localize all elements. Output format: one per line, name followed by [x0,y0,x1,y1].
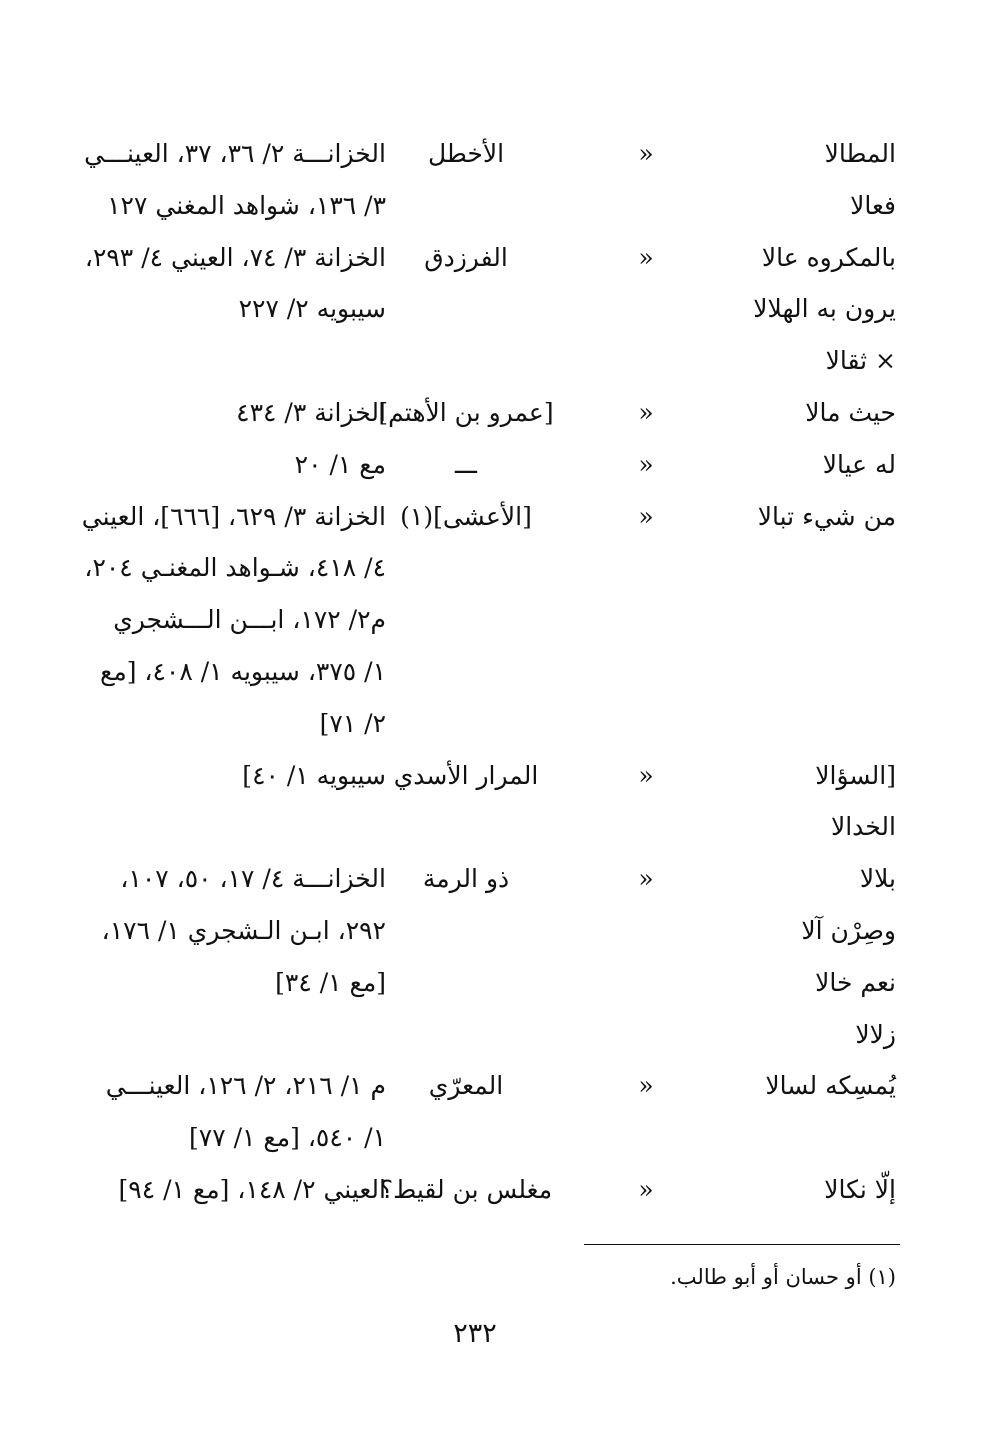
source-reference: الخزانة ٣/ ٧٤، العيني ٤/ ٢٩٣، [84,242,386,272]
table-row [46,594,896,646]
table-row [46,439,896,491]
poet-name: المرار الأسدي [393,760,539,790]
table-row [46,957,896,1009]
source-reference: الخزانـــة ٢/ ٣٦، ٣٧، العينـــي [84,139,386,168]
source-reference: سيبويه ٢/ ٢٢٧ [238,294,386,324]
poet-name: ذو الرمة [422,864,510,894]
verse-index-table [46,128,896,1216]
ditto-mark: « [638,760,654,790]
verse-rhyme: بلالا [859,864,896,894]
verse-rhyme: نعم خالا [815,967,896,997]
table-row [46,1009,896,1061]
table-row [46,128,896,180]
poet-name: الفرزدق [424,242,508,272]
table-row [46,905,896,957]
verse-rhyme: زلالا [855,1019,896,1049]
verse-rhyme: فعالا [850,190,896,220]
verse-rhyme: [السؤالا [815,760,896,790]
verse-rhyme: له عيالا [822,449,896,479]
footnote: (١) أو حسان أو أبو طالب. [670,1265,896,1289]
verse-rhyme: يرون به الهلالا [753,294,896,324]
verse-rhyme: المطالا [824,139,896,168]
verse-rhyme: بالمكروه عالا [761,242,896,272]
source-reference: الخزانة ٣/ ٤٣٤ [236,397,386,427]
poet-name: [عمرو بن الأهتم] [378,397,554,427]
source-reference: ٢٩٢، ابـن الـشجري ١/ ١٧٦، [101,915,386,945]
table-row [46,853,896,905]
verse-rhyme: من شيء تبالا [757,501,896,531]
table-row [46,542,896,594]
poet-name: المعرّي [428,1071,504,1101]
table-row [46,698,896,750]
verse-rhyme: إلّا نكالا [824,1174,896,1204]
source-reference: العيني ٢/ ١٤٨، [مع ١/ ٩٤] [118,1174,386,1204]
table-row [46,335,896,387]
source-reference: الخزانـــة ٤/ ١٧، ٥٠، ١٠٧، [120,864,386,894]
table-row [46,283,896,335]
source-reference: م٢/ ١٧٢، ابـــن الـــشجري [113,605,386,635]
ditto-mark: « [638,397,654,427]
poet-name: الأخطل [427,139,505,168]
verse-rhyme: يُمسِكه لسالا [765,1071,896,1101]
table-row [46,180,896,232]
table-row [46,801,896,853]
verse-rhyme: حيث مالا [805,397,896,427]
source-reference: ١/ ٥٤٠، [مع ١/ ٧٧] [189,1123,386,1153]
footnote-divider [584,1244,900,1245]
table-row [46,491,896,543]
poet-name: [الأعشى](١) [400,501,532,531]
verse-rhyme: وصِرْن آلا [801,915,896,945]
ditto-mark: « [638,501,654,531]
page-number: ٢٣٢ [453,1318,497,1349]
source-reference: ٤/ ٤١٨، شـواهد المغنـي ٢٠٤، [84,553,386,583]
poet-name: ـــ [455,449,477,479]
ditto-mark: « [638,1174,654,1204]
ditto-mark: « [638,1071,654,1101]
poet-name: مغلس بن لقيط؟ [379,1174,553,1204]
verse-rhyme: × ثقالا [825,346,896,376]
ditto-mark: « [638,139,654,168]
table-row [46,646,896,698]
table-row [46,387,896,439]
table-row [46,1112,896,1164]
source-reference: الخزانة ٣/ ٦٢٩، [٦٦٦]، العيني [81,501,386,531]
table-row [46,1164,896,1216]
source-reference: ٢/ ٧١] [319,708,386,738]
table-row [46,232,896,284]
table-row [46,1060,896,1112]
ditto-mark: « [638,864,654,894]
verse-rhyme: الخدالا [830,812,896,842]
source-reference: ٣/ ١٣٦، شواهد المغني ١٢٧ [107,190,386,220]
source-reference: م ١/ ٢١٦، ٢/ ١٢٦، العينـــي [105,1071,386,1101]
source-reference: [مع ١/ ٣٤] [275,967,386,997]
source-reference: ١/ ٣٧٥، سيبويه ١/ ٤٠٨، [مع [100,656,386,686]
source-reference: سيبويه ١/ ٤٠] [242,760,386,790]
ditto-mark: « [638,242,654,272]
source-reference: مع ١/ ٢٠ [294,449,386,479]
table-row [46,750,896,802]
ditto-mark: « [638,449,654,479]
